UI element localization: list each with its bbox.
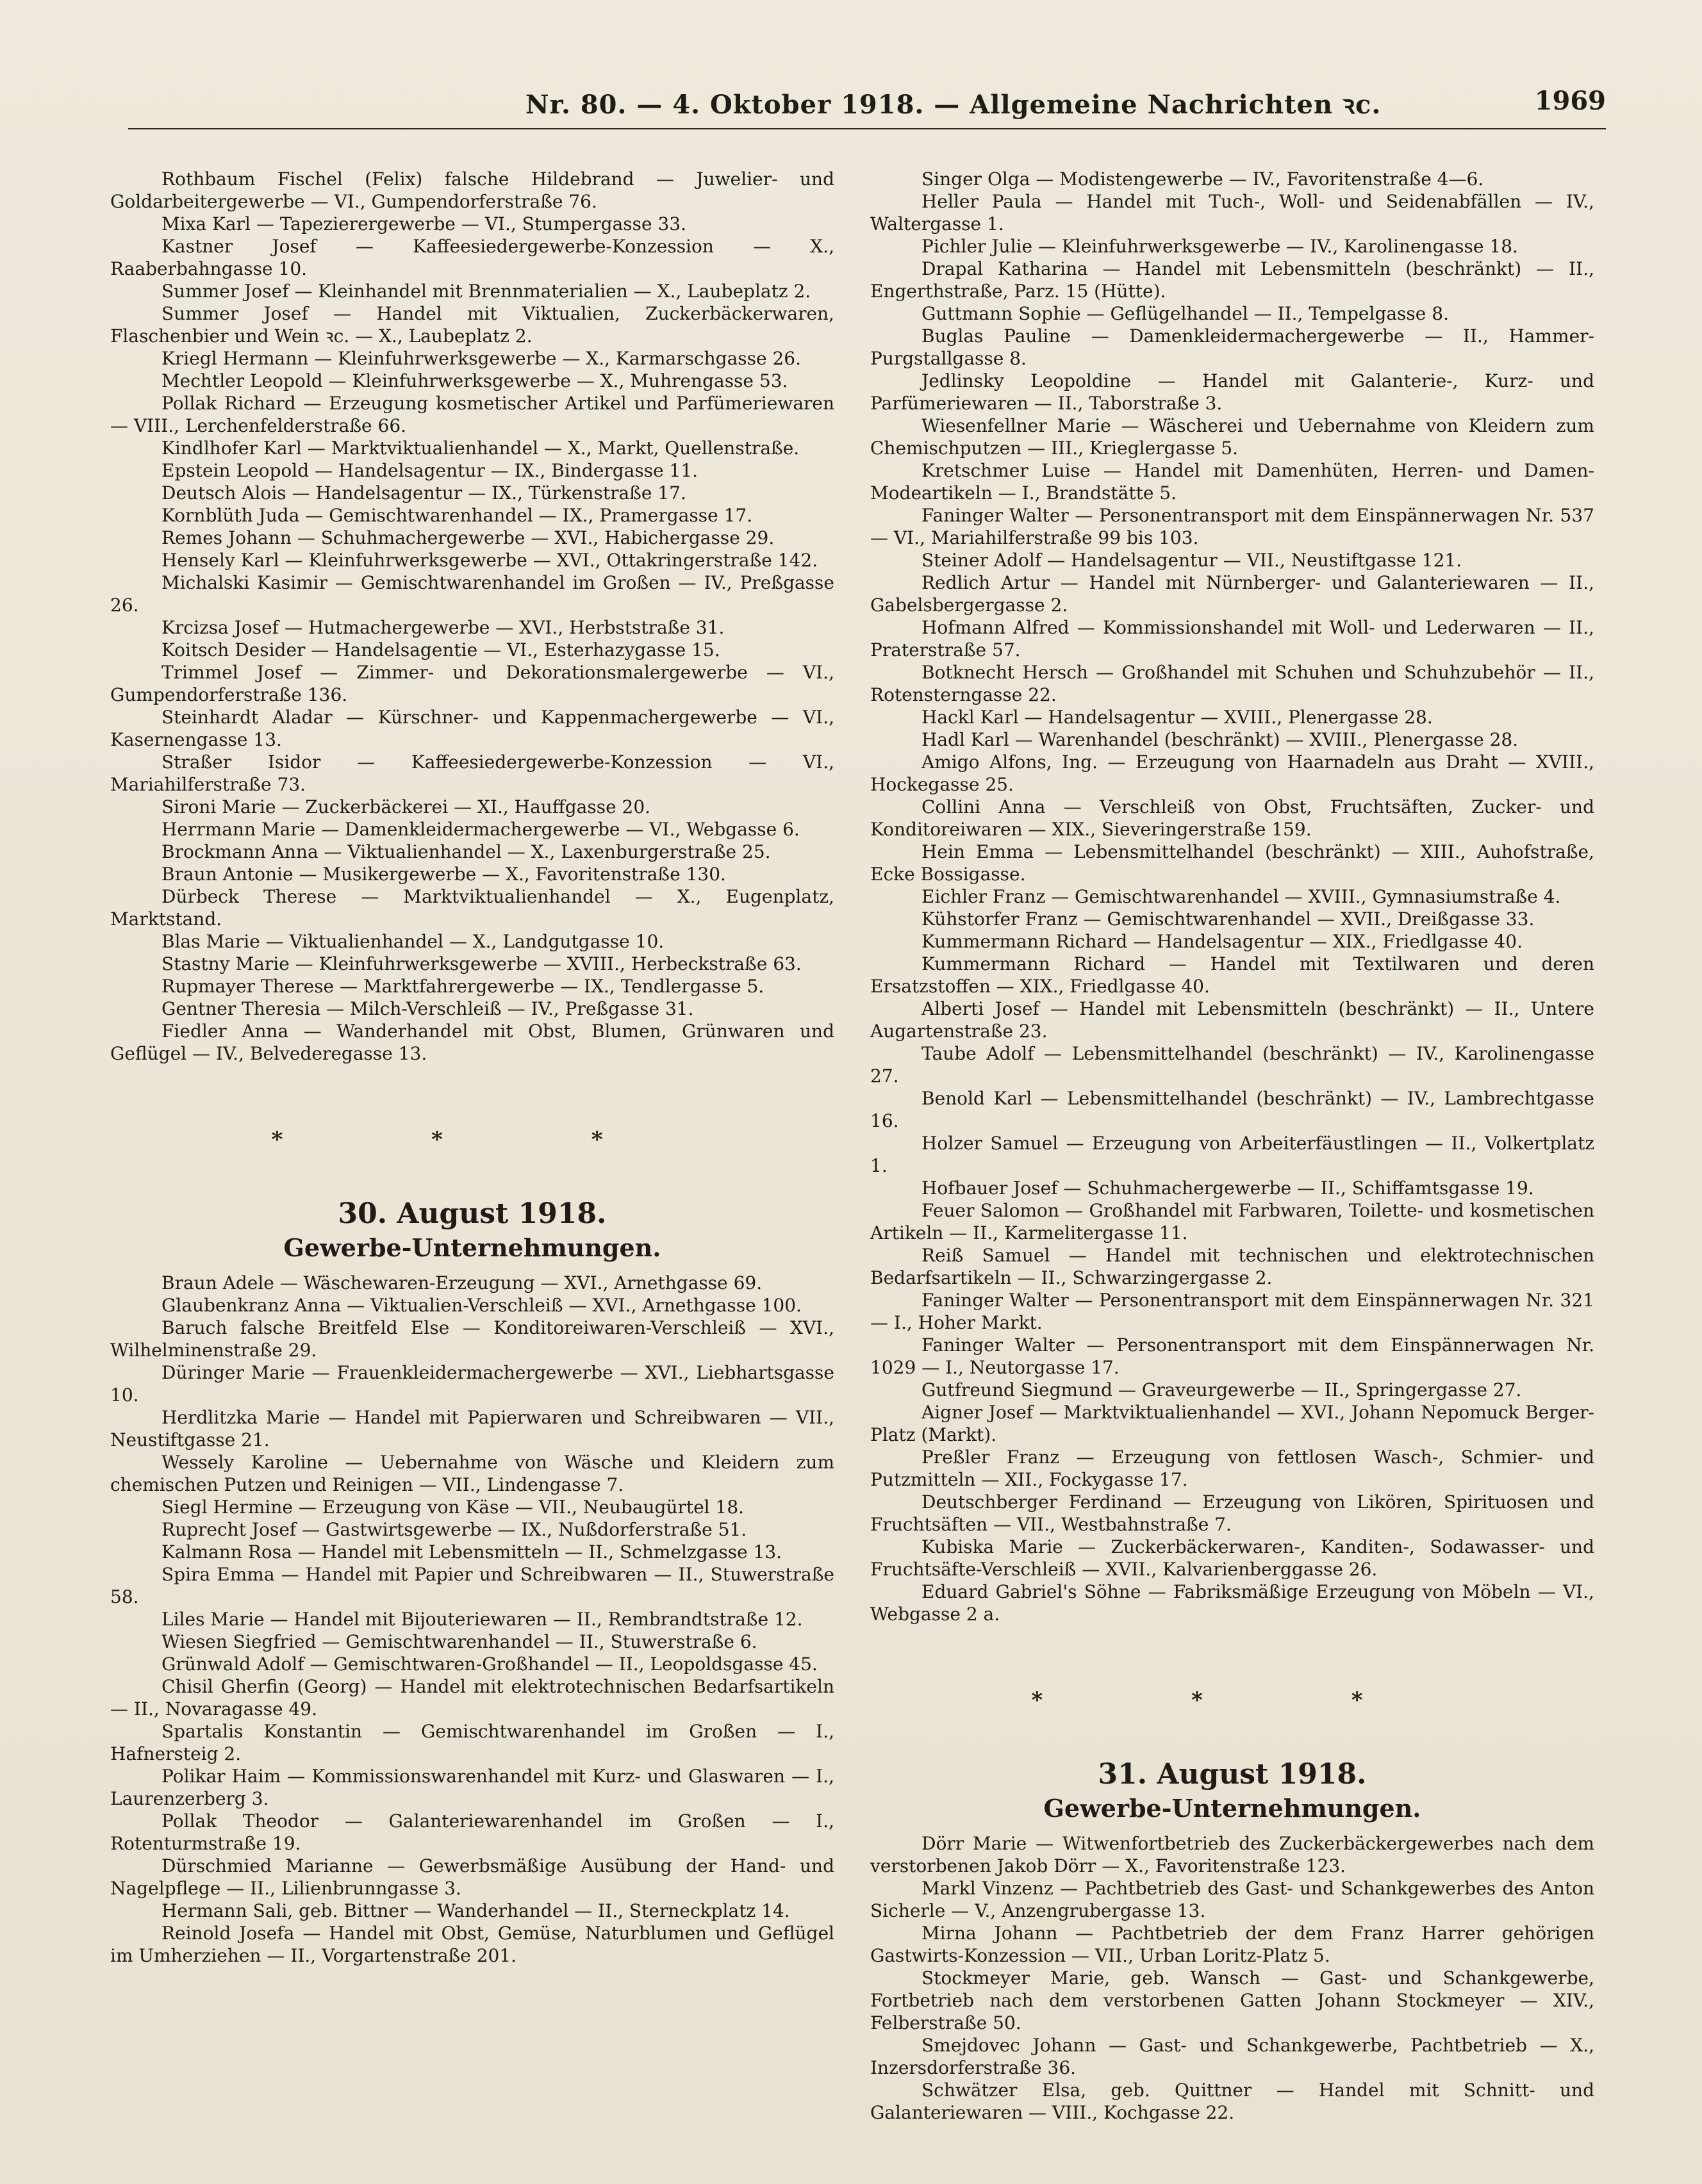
registry-entry: Hofbauer Josef — Schuhmachergewerbe — II., Schiffamtsgasse 19.: [921, 1178, 1534, 1199]
registry-entry: Summer Josef — Kleinhandel mit Brennmaterialien — X., Laubeplatz 2.: [161, 281, 811, 302]
registry-entry: Braun Adele — Wäschewaren-Erzeugung — XVI., Arnethgasse 69.: [161, 1272, 763, 1293]
registry-entry: Hofmann Alfred — Kommissionshandel mit Woll- und Lederwaren — II., Praterstraße 57.: [870, 617, 1594, 661]
registry-entry: Wessely Karoline — Uebernahme von Wäsche und Kleidern zum chemischen Putzen und Reinigen — VII., Lindengasse 7.: [110, 1452, 834, 1495]
registry-entry: Koitsch Desider — Handelsagentie — VI., Esterhazygasse 15.: [161, 639, 720, 661]
page-header: [128, 83, 1606, 129]
section-separator: * * *: [1031, 1687, 1433, 1713]
left-entries-list: [110, 168, 834, 1065]
registry-entry: Spartalis Konstantin — Gemischtwarenhandel im Großen — I., Hafnersteig 2.: [110, 1721, 834, 1764]
registry-entry: Preßler Franz — Erzeugung von fettlosen Wasch-, Schmier- und Putzmitteln — XII., Fockygasse 17.: [870, 1447, 1594, 1490]
registry-entry: Faninger Walter — Personentransport mit dem Einspännerwagen Nr. 537 — VI., Mariahilferstraße 99 bis 103.: [870, 505, 1594, 548]
registry-entry: Botknecht Hersch — Großhandel mit Schuhen und Schuhzubehör — II., Rotensterngasse 22.: [870, 662, 1594, 705]
registry-entry: Steiner Adolf — Handelsagentur — VII., Neustiftgasse 121.: [921, 550, 1462, 571]
registry-entry: Kubiska Marie — Zuckerbäckerwaren-, Kanditen-, Sodawasser- und Fruchtsäfte-Verschleiß — XVII., Kalvarienberggasse 26.: [870, 1536, 1594, 1580]
registry-entry: Kindlhofer Karl — Marktviktualienhandel — X., Markt, Quellenstraße.: [161, 438, 800, 459]
registry-entry: Gutfreund Siegmund — Graveurgewerbe — II., Springergasse 27.: [921, 1379, 1522, 1400]
registry-entry: Redlich Artur — Handel mit Nürnberger- und Galanteriewaren — II., Gabelsbergergasse 2.: [870, 572, 1594, 616]
registry-entry: Smejdovec Johann — Gast- und Schankgewerbe, Pachtbetrieb — X., Inzersdorferstraße 36.: [870, 2035, 1594, 2078]
registry-entry: Stastny Marie — Kleinfuhrwerksgewerbe — XVIII., Herbeckstraße 63.: [161, 953, 802, 974]
registry-entry: Trimmel Josef — Zimmer- und Dekorationsmalergewerbe — VI., Gumpendorferstraße 136.: [110, 662, 834, 705]
registry-entry: Kriegl Hermann — Kleinfuhrwerksgewerbe — X., Karmarschgasse 26.: [161, 348, 802, 369]
registry-entry: Kretschmer Luise — Handel mit Damenhüten, Herren- und Damen-Modeartikeln — I., Brandstätte 5.: [870, 460, 1594, 504]
registry-entry: Collini Anna — Verschleiß von Obst, Fruchtsäften, Zucker- und Konditoreiwaren — XIX., Sieveringerstraße 159.: [870, 796, 1594, 840]
registry-entry: Deutsch Alois — Handelsagentur — IX., Türkenstraße 17.: [161, 482, 686, 504]
registry-entry: Kummermann Richard — Handelsagentur — XIX., Friedlgasse 40.: [921, 931, 1523, 952]
registry-entry: Kummermann Richard — Handel mit Textilwaren und deren Ersatzstoffen — XIX., Friedlgasse 40.: [870, 953, 1594, 997]
page-number: 1969: [1534, 86, 1606, 116]
registry-entry: Liles Marie — Handel mit Bijouteriewaren — II., Rembrandtstraße 12.: [161, 1609, 803, 1630]
registry-entry: Summer Josef — Handel mit Viktualien, Zuckerbäckerwaren, Flaschenbier und Wein ꝛc. — X., Laubeplatz 2.: [110, 303, 834, 347]
registry-entry: Chisil Gherfin (Georg) — Handel mit elektrotechnischen Bedarfsartikeln — II., Novaragasse 49.: [110, 1676, 834, 1720]
registry-entry: Gentner Theresia — Milch-Verschleiß — IV., Preßgasse 31.: [161, 998, 694, 1019]
registry-entry: Eduard Gabriel's Söhne — Fabriksmäßige Erzeugung von Möbeln — VI., Webgasse 2 a.: [870, 1581, 1594, 1625]
registry-entry: Brockmann Anna — Viktualienhandel — X., Laxenburgerstraße 25.: [161, 841, 771, 862]
registry-entry: Hackl Karl — Handelsagentur — XVIII., Plenergasse 28.: [921, 707, 1433, 728]
registry-entry: Herdlitzka Marie — Handel mit Papierwaren und Schreibwaren — VII., Neustiftgasse 21.: [110, 1407, 834, 1450]
registry-entry: Drapal Katharina — Handel mit Lebensmitteln (beschränkt) — II., Engerthstraße, Parz. 15 (Hütte).: [870, 258, 1594, 302]
registry-entry: Eichler Franz — Gemischtwarenhandel — XVIII., Gymnasiumstraße 4.: [921, 886, 1561, 907]
registry-entry: Epstein Leopold — Handelsagentur — IX., Bindergasse 11.: [161, 460, 698, 481]
left-column: [110, 168, 834, 1967]
registry-entry: Pichler Julie — Kleinfuhrwerksgewerbe — IV., Karolinengasse 18.: [921, 236, 1518, 257]
registry-entry: Mirna Johann — Pachtbetrieb der dem Franz Harrer gehörigen Gastwirts-Konzession — VII., Urban Loritz-Platz 5.: [870, 1923, 1594, 1966]
section-separator: * * *: [271, 1127, 673, 1153]
registry-entry: Heller Paula — Handel mit Tuch-, Woll- und Seidenabfällen — IV., Waltergasse 1.: [870, 191, 1594, 234]
registry-entry: Hein Emma — Lebensmittelhandel (beschränkt) — XIII., Auhofstraße, Ecke Bossigasse.: [870, 841, 1594, 885]
registry-entry: Jedlinsky Leopoldine — Handel mit Galanterie-, Kurz- und Parfümeriewaren — II., Taborstraße 3.: [870, 370, 1594, 414]
registry-entry: Krcizsa Josef — Hutmachergewerbe — XVI., Herbststraße 31.: [161, 617, 725, 638]
registry-entry: Alberti Josef — Handel mit Lebensmitteln (beschränkt) — II., Untere Augartenstraße 23.: [870, 998, 1594, 1042]
registry-entry: Mechtler Leopold — Kleinfuhrwerksgewerbe — X., Muhrengasse 53.: [161, 370, 788, 391]
left-entries2-list: [110, 1272, 834, 1967]
registry-entry: Faninger Walter — Personentransport mit dem Einspännerwagen Nr. 321 — I., Hoher Markt.: [870, 1290, 1594, 1333]
registry-entry: Stockmeyer Marie, geb. Wansch — Gast- und Schankgewerbe, Fortbetrieb nach dem verstorbenen Gatten Johann Stockmeyer — XIV., Felberstraße 50.: [870, 1967, 1594, 2033]
registry-entry: Holzer Samuel — Erzeugung von Arbeiterfäustlingen — II., Volkertplatz 1.: [870, 1133, 1594, 1176]
registry-entry: Kühstorfer Franz — Gemischtwarenhandel — XVII., Dreißgasse 33.: [921, 908, 1535, 930]
registry-entry: Deutschberger Ferdinand — Erzeugung von Likören, Spirituosen und Fruchtsäften — VII., Westbahnstraße 7.: [870, 1491, 1594, 1535]
registry-entry: Markl Vinzenz — Pachtbetrieb des Gast- und Schankgewerbes des Anton Sicherle — V., Anzengrubergasse 13.: [870, 1878, 1594, 1921]
registry-entry: Baruch falsche Breitfeld Else — Konditoreiwaren-Verschleiß — XVI., Wilhelminenstraße 29.: [110, 1317, 834, 1361]
registry-entry: Kastner Josef — Kaffeesiedergewerbe-Konzession — X., Raaberbahngasse 10.: [110, 236, 834, 279]
right-entries2-list: [870, 1832, 1594, 2124]
section-heading: Gewerbe-Unternehmungen.: [1043, 1794, 1421, 1823]
registry-entry: Steinhardt Aladar — Kürschner- und Kappenmachergewerbe — VI., Kasernengasse 13.: [110, 707, 834, 750]
registry-entry: Wiesenfellner Marie — Wäscherei und Uebernahme von Kleidern zum Chemischputzen — III., Krieglergasse 5.: [870, 415, 1594, 459]
registry-entry: Taube Adolf — Lebensmittelhandel (beschränkt) — IV., Karolinengasse 27.: [870, 1043, 1594, 1087]
registry-entry: Herrmann Marie — Damenkleidermachergewerbe — VI., Webgasse 6.: [161, 819, 800, 840]
right-entries-list: [870, 168, 1594, 1625]
registry-entry: Hensely Karl — Kleinfuhrwerksgewerbe — XVI., Ottakringerstraße 142.: [161, 550, 818, 571]
registry-entry: Hadl Karl — Warenhandel (beschränkt) — XVIII., Plenergasse 28.: [921, 729, 1519, 750]
registry-entry: Pollak Richard — Erzeugung kosmetischer Artikel und Parfümeriewaren — VIII., Lerchenfelderstraße 66.: [110, 393, 834, 436]
registry-entry: Reinold Josefa — Handel mit Obst, Gemüse, Naturblumen und Geflügel im Umherziehen — II., Vorgartenstraße 201.: [110, 1923, 834, 1966]
registry-entry: Siegl Hermine — Erzeugung von Käse — VII., Neubaugürtel 18.: [161, 1497, 745, 1518]
registry-entry: Buglas Pauline — Damenkleidermachergewerbe — II., Hammer-Purgstallgasse 8.: [870, 325, 1594, 369]
registry-entry: Spira Emma — Handel mit Papier und Schreibwaren — II., Stuwerstraße 58.: [110, 1564, 834, 1607]
registry-entry: Pollak Theodor — Galanteriewarenhandel im Großen — I., Rotenturmstraße 19.: [110, 1810, 834, 1854]
registry-entry: Blas Marie — Viktualienhandel — X., Landgutgasse 10.: [161, 931, 665, 952]
date-heading: 30. August 1918.: [338, 1197, 607, 1230]
registry-entry: Remes Johann — Schuhmachergewerbe — XVI., Habichergasse 29.: [161, 527, 775, 548]
registry-entry: Dürbeck Therese — Marktviktualienhandel — X., Eugenplatz, Marktstand.: [110, 886, 834, 930]
registry-entry: Straßer Isidor — Kaffeesiedergewerbe-Konzession — VI., Mariahilferstraße 73.: [110, 751, 834, 795]
registry-entry: Aigner Josef — Marktviktualienhandel — XVI., Johann Nepomuck Berger-Platz (Markt).: [870, 1402, 1594, 1445]
header-title: Nr. 80. — 4. Oktober 1918. — Allgemeine Nachrichten ꝛc.: [525, 90, 1382, 120]
registry-entry: Braun Antonie — Musikergewerbe — X., Favoritenstraße 130.: [161, 864, 726, 885]
registry-entry: Michalski Kasimir — Gemischtwarenhandel im Großen — IV., Preßgasse 26.: [110, 572, 834, 616]
registry-entry: Guttmann Sophie — Geflügelhandel — II., Tempelgasse 8.: [921, 303, 1449, 324]
registry-entry: Polikar Haim — Kommissionswarenhandel mit Kurz- und Glaswaren — I., Laurenzerberg 3.: [110, 1766, 834, 1809]
registry-entry: Rupmayer Therese — Marktfahrergewerbe — IX., Tendlergasse 5.: [161, 976, 764, 997]
registry-entry: Mixa Karl — Tapezierergewerbe — VI., Stumpergasse 33.: [161, 213, 687, 234]
registry-entry: Düringer Marie — Frauenkleidermachergewerbe — XVI., Liebhartsgasse 10.: [110, 1362, 834, 1406]
registry-entry: Kalmann Rosa — Handel mit Lebensmitteln — II., Schmelzgasse 13.: [161, 1541, 782, 1563]
registry-entry: Kornblüth Juda — Gemischtwarenhandel — IX., Pramergasse 17.: [161, 505, 753, 526]
registry-entry: Sironi Marie — Zuckerbäckerei — XI., Hauffgasse 20.: [161, 796, 651, 817]
registry-entry: Rothbaum Fischel (Felix) falsche Hildebrand — Juwelier- und Goldarbeitergewerbe — VI., Gumpendorferstraße 76.: [110, 168, 834, 212]
registry-entry: Dürschmied Marianne — Gewerbsmäßige Ausübung der Hand- und Nagelpflege — II., Lilienbrunngasse 3.: [110, 1855, 834, 1899]
registry-entry: Glaubenkranz Anna — Viktualien-Verschleiß — XVI., Arnethgasse 100.: [161, 1295, 802, 1316]
registry-entry: Dörr Marie — Witwenfortbetrieb des Zuckerbäckergewerbes nach dem verstorbenen Jakob Dörr — X., Favoritenstraße 123.: [870, 1833, 1594, 1876]
right-column: [870, 168, 1594, 2124]
section-heading: Gewerbe-Unternehmungen.: [283, 1233, 661, 1262]
registry-entry: Singer Olga — Modistengewerbe — IV., Favoritenstraße 4—6.: [921, 168, 1484, 190]
registry-entry: Grünwald Adolf — Gemischtwaren-Großhandel — II., Leopoldsgasse 45.: [161, 1654, 818, 1675]
registry-entry: Benold Karl — Lebensmittelhandel (beschränkt) — IV., Lambrechtgasse 16.: [870, 1088, 1594, 1131]
date-heading: 31. August 1918.: [1098, 1758, 1367, 1791]
registry-entry: Wiesen Siegfried — Gemischtwarenhandel — II., Stuwerstraße 6.: [161, 1631, 757, 1652]
registry-entry: Amigo Alfons, Ing. — Erzeugung von Haarnadeln aus Draht — XVIII., Hockegasse 25.: [870, 751, 1594, 795]
registry-entry: Fiedler Anna — Wanderhandel mit Obst, Blumen, Grünwaren und Geflügel — IV., Belvederegasse 13.: [110, 1021, 834, 1064]
registry-entry: Schwätzer Elsa, geb. Quittner — Handel mit Schnitt- und Galanteriewaren — VIII., Kochgasse 22.: [870, 2080, 1594, 2123]
registry-entry: Ruprecht Josef — Gastwirtsgewerbe — IX., Nußdorferstraße 51.: [161, 1519, 747, 1540]
registry-entry: Feuer Salomon — Großhandel mit Farbwaren, Toilette- und kosmetischen Artikeln — II., Karmelitergasse 11.: [870, 1200, 1594, 1244]
registry-entry: Faninger Walter — Personentransport mit dem Einspännerwagen Nr. 1029 — I., Neutorgasse 17.: [870, 1334, 1594, 1378]
registry-entry: Hermann Sali, geb. Bittner — Wanderhandel — II., Sterneckplatz 14.: [161, 1900, 790, 1921]
registry-entry: Reiß Samuel — Handel mit technischen und elektrotechnischen Bedarfsartikeln — II., Schwarzingergasse 2.: [870, 1245, 1594, 1288]
